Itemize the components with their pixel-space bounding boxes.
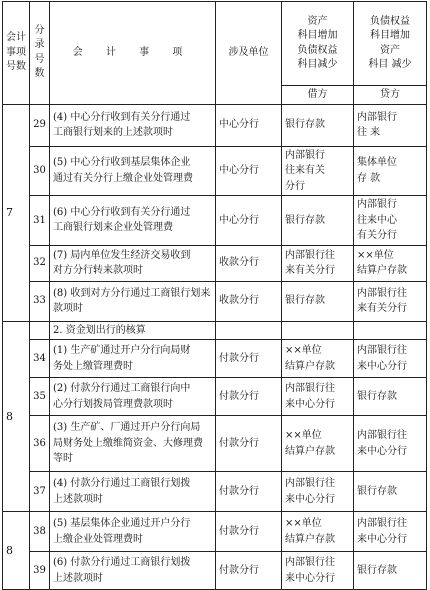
table-row (3, 245, 427, 281)
header-involved-unit: 涉及单位 (216, 2, 282, 105)
entry-unit: 收款分行 (216, 245, 282, 281)
entry-description: (3) 生产矿、厂通过开户分行向局 局财务处上缴维简资金、大修理费 等时 (50, 416, 216, 472)
event-number-cell: 8 (3, 321, 30, 512)
entry-credit: 集体单位 存 款 (354, 146, 427, 196)
entry-credit: 银行存款 (354, 378, 427, 416)
entry-unit: 中心分行 (216, 196, 282, 246)
entry-description: (6) 付款分行通过工商银行划拨 上述款项时 (50, 552, 216, 590)
section-title: 2. 资金划出行的核算 (50, 321, 216, 340)
entry-unit: 付款分行 (216, 472, 282, 512)
entry-number: 34 (30, 340, 50, 378)
accounting-entries-table (2, 1, 427, 590)
entry-number: 29 (30, 104, 50, 146)
header-credit-rule: 负债权益 科目增加 资产 科目 减少 (354, 2, 427, 86)
entry-unit: 中心分行 (216, 104, 282, 146)
entry-number: 37 (30, 472, 50, 512)
table-row (3, 340, 427, 378)
entry-debit (282, 321, 354, 340)
section-row (3, 321, 427, 340)
entry-credit: ××单位 结算户存款 (354, 245, 427, 281)
entry-credit: 银行存款 (354, 472, 427, 512)
entry-unit: 收款分行 (216, 281, 282, 321)
table-row (3, 512, 427, 552)
entry-description: (1) 生产矿通过开户分行向局财 务处上缴管理费时 (50, 340, 216, 378)
header-row (3, 2, 427, 86)
entry-debit: 内部银行往 来中心分行 (282, 552, 354, 590)
table-row (3, 552, 427, 590)
header-debit-label: 借方 (282, 86, 354, 105)
entry-unit: 中心分行 (216, 146, 282, 196)
table-row (3, 281, 427, 321)
entry-credit: 内部银行 往来中心 有关分行 (354, 196, 427, 246)
entry-description: (4) 中心分行收到有关分行通过 工商银行划来的上述款项时 (50, 104, 216, 146)
event-number-cell: 7 (3, 104, 30, 321)
entry-number: 35 (30, 378, 50, 416)
entry-description: (6) 中心分行收到有关分行通过 工商银行划来企业处管理费 (50, 196, 216, 246)
entry-unit: 付款分行 (216, 416, 282, 472)
entry-credit: 内部银行往 来中心分行 (354, 340, 427, 378)
entry-unit: 付款分行 (216, 378, 282, 416)
entry-description: (5) 中心分行收到基层集体企业 通过有关分行上缴企业处管理费 (50, 146, 216, 196)
entry-description: (8) 收到对方分行通过工商银行划来 款项时 (50, 281, 216, 321)
table-row (3, 104, 427, 146)
entry-unit: 付款分行 (216, 512, 282, 552)
entry-unit: 付款分行 (216, 552, 282, 590)
entry-description: (4) 付款分行通过工商银行划拨 上述款项时 (50, 472, 216, 512)
header-event-number: 会计 事项 号数 (3, 2, 30, 105)
entry-debit: 内部银行往 来中心分行 (282, 378, 354, 416)
entry-debit: 银行存款 (282, 104, 354, 146)
table-row (3, 196, 427, 246)
event-number-cell: 8 (3, 512, 30, 590)
header-debit-rule: 资产 科目增加 负债权益 科目减少 (282, 2, 354, 86)
entry-credit: 银行存款 (354, 552, 427, 590)
table-row (3, 472, 427, 512)
header-credit-label: 贷方 (354, 86, 427, 105)
entry-description: (7) 局内单位发生经济交易收到 对方分行转来款项时 (50, 245, 216, 281)
entry-number: 31 (30, 196, 50, 246)
table-row (3, 416, 427, 472)
entry-debit: 内部银行往 来有关分行 (282, 245, 354, 281)
entry-number: 39 (30, 552, 50, 590)
entry-debit: ××单位 结算户存款 (282, 340, 354, 378)
entry-number: 36 (30, 416, 50, 472)
header-entry-number: 分 录 号 数 (30, 2, 50, 105)
entry-debit: ××单位 结算户存款 (282, 512, 354, 552)
entry-number (30, 321, 50, 340)
entry-number: 32 (30, 245, 50, 281)
entry-credit (354, 321, 427, 340)
entry-number: 33 (30, 281, 50, 321)
entry-number: 30 (30, 146, 50, 196)
entry-credit: 内部银行往 来中心分行 (354, 416, 427, 472)
entry-debit: 内部银行往 来中心分行 (282, 472, 354, 512)
entry-description: (5) 基层集体企业通过开户分行 上缴企业处管理费时 (50, 512, 216, 552)
entry-debit: ××单位 结算户存款 (282, 416, 354, 472)
table-row (3, 146, 427, 196)
entry-number: 38 (30, 512, 50, 552)
entry-description: (2) 付款分行通过工商银行向中 心分行划拨局管理费款项时 (50, 378, 216, 416)
entry-debit: 银行存款 (282, 196, 354, 246)
entry-credit: 内部银行往 来有关分行 (354, 281, 427, 321)
entry-credit: 内部银行 往 来 (354, 104, 427, 146)
header-accounting-item: 会 计 事 项 (50, 2, 216, 105)
entry-debit: 银行存款 (282, 281, 354, 321)
entry-unit: 付款分行 (216, 340, 282, 378)
entry-credit: 内部银行往 来中心分行 (354, 512, 427, 552)
entry-debit: 内部银行 往来有关 分行 (282, 146, 354, 196)
table-row (3, 378, 427, 416)
entry-unit (216, 321, 282, 340)
